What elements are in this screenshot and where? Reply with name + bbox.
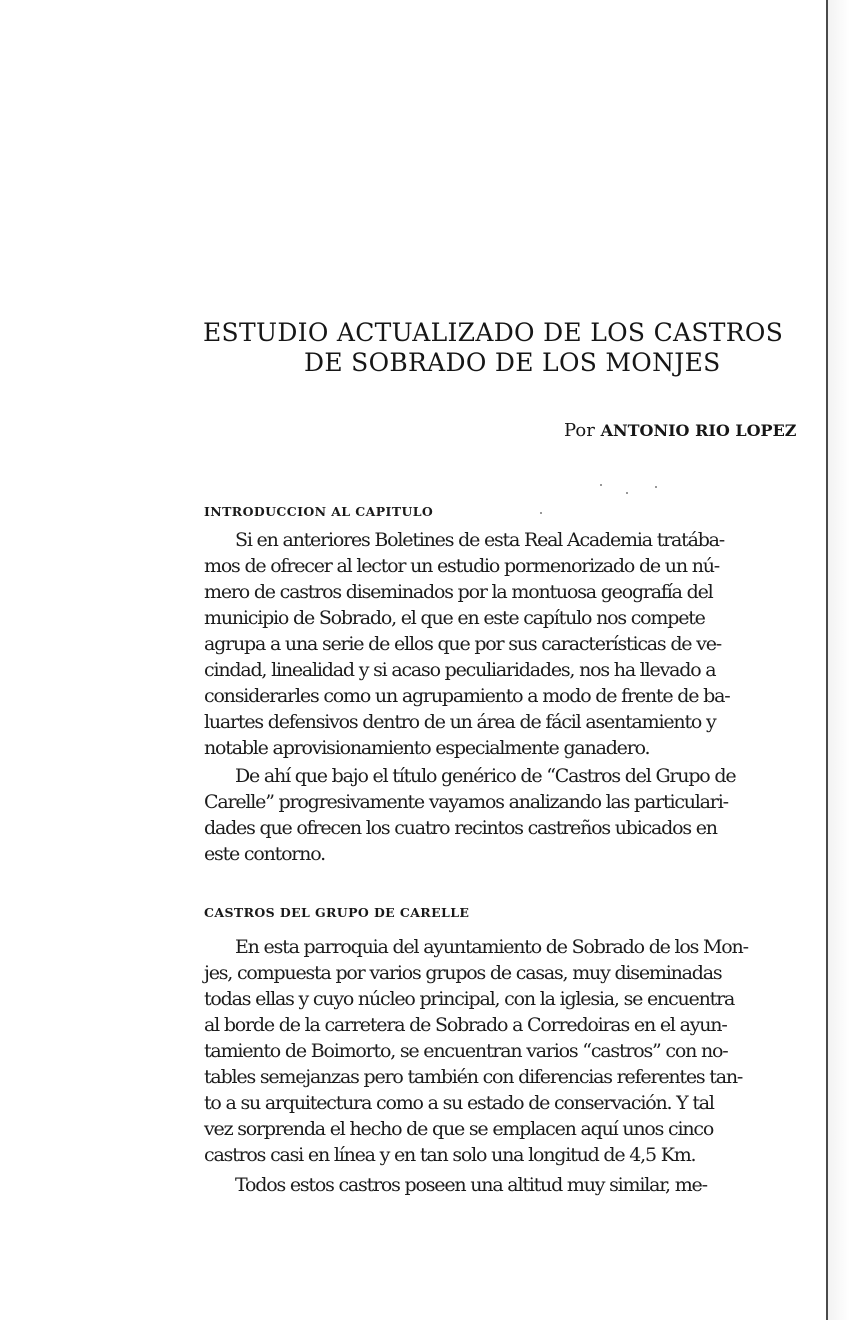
section-heading-carelle: CASTROS DEL GRUPO DE CARELLE [204, 905, 470, 920]
paragraph-intro-1 [204, 527, 844, 761]
scan-speck [655, 486, 657, 488]
text-line: notable aprovisionamiento especialmente ganadero. [204, 737, 650, 759]
author-name: ANTONIO RIO LOPEZ [600, 421, 797, 440]
title-line-2: DE SOBRADO DE LOS MONJES [304, 348, 721, 377]
text-line: Todos estos castros poseen una altitud muy similar, me- [235, 1174, 707, 1196]
text-line: dades que ofrecen los cuatro recintos castreños ubicados en [204, 817, 717, 839]
text-line: este contorno. [204, 843, 325, 865]
section-heading-introduction: INTRODUCCION AL CAPITULO [204, 504, 434, 519]
text-line: mos de ofrecer al lector un estudio pormenorizado de un nú- [204, 555, 720, 577]
text-line: jes, compuesta por varios grupos de casas, muy diseminadas [204, 962, 722, 984]
scan-speck [540, 512, 542, 514]
paragraph-carelle-1 [204, 934, 844, 1168]
article-title [203, 318, 843, 378]
text-line: vez sorprenda el hecho de que se emplacen aquí unos cinco [204, 1118, 714, 1140]
text-line: De ahí que bajo el título genérico de “Castros del Grupo de [235, 765, 736, 787]
text-line: tamiento de Boimorto, se encuentran varios “castros” con no- [204, 1040, 728, 1062]
scan-speck [600, 484, 602, 486]
text-line: to a su arquitectura como a su estado de conservación. Y tal [204, 1092, 714, 1114]
byline-prefix: Por [564, 420, 595, 441]
text-line: Si en anteriores Boletines de esta Real Academia tratába- [235, 529, 725, 551]
text-line: En esta parroquia del ayuntamiento de Sobrado de los Mon- [235, 936, 748, 958]
text-line: al borde de la carretera de Sobrado a Corredoiras en el ayun- [204, 1014, 727, 1036]
text-line: tables semejanzas pero también con diferencias referentes tan- [204, 1066, 743, 1088]
byline [564, 420, 796, 441]
paragraph-carelle-2 [204, 1172, 844, 1198]
text-line: municipio de Sobrado, el que en este capítulo nos compete [204, 607, 705, 629]
text-line: mero de castros diseminados por la montuosa geografía del [204, 581, 713, 603]
paragraph-intro-2 [204, 763, 844, 867]
text-line: considerarles como un agrupamiento a modo de frente de ba- [204, 685, 730, 707]
text-line: todas ellas y cuyo núcleo principal, con la iglesia, se encuentra [204, 988, 735, 1010]
text-line: cindad, linealidad y si acaso peculiaridades, nos ha llevado a [204, 659, 716, 681]
text-line: castros casi en línea y en tan solo una longitud de 4,5 Km. [204, 1144, 696, 1166]
scan-speck [626, 492, 628, 494]
text-line: Carelle” progresivamente vayamos analizando las particulari- [204, 791, 728, 813]
text-line: agrupa a una serie de ellos que por sus características de ve- [204, 633, 721, 655]
text-line: luartes defensivos dentro de un área de fácil asentamiento y [204, 711, 716, 733]
title-line-1: ESTUDIO ACTUALIZADO DE LOS CASTROS [203, 318, 784, 347]
